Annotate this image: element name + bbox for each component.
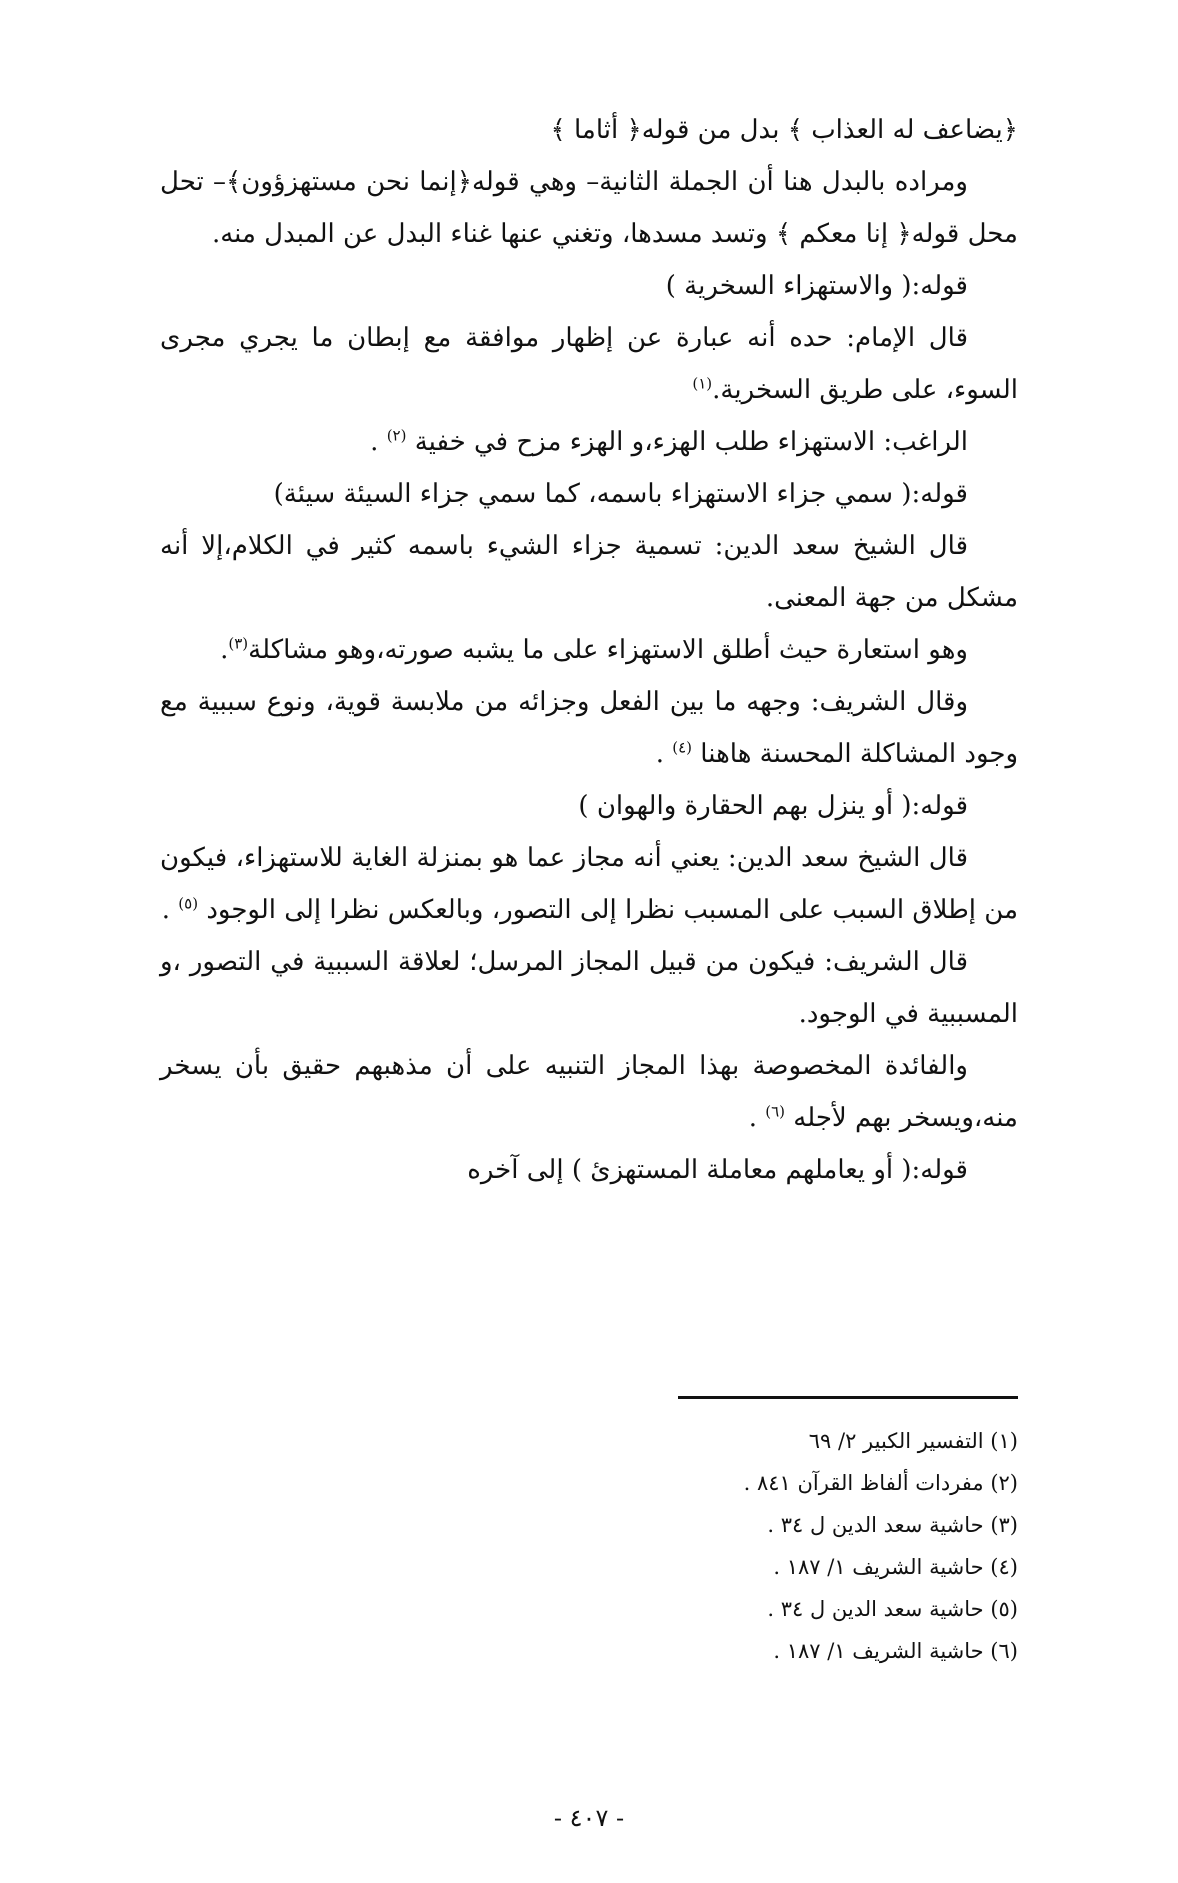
footnote-separator xyxy=(678,1396,1018,1399)
paragraph-imam: قال الإمام: حده أنه عبارة عن إظهار موافقة مع إبطان ما يجري مجرى السوء، على طريق السخرية.$^{(١)}$ xyxy=(160,323,1018,405)
heading-quote-haqara: قوله:( أو ينزل بهم الحقارة والهوان ) xyxy=(578,791,968,821)
footnote-ref-2: (٢) xyxy=(386,426,407,445)
footnote-3: (٣) حاشية سعد الدين ل ٣٤ . xyxy=(767,1513,1018,1537)
footnote-2: (٢) مفردات ألفاظ القرآن ٨٤١ . xyxy=(743,1471,1018,1495)
footnote-ref-1: (١) xyxy=(692,374,713,393)
paragraph-quran-verse: ﴿يضاعف له العذاب ﴾ بدل من قوله﴿ أثاما ﴾ xyxy=(550,115,1018,145)
paragraph-istiara: وهو استعارة حيث أطلق الاستهزاء على ما يشبه صورته،وهو مشاكلة$^{(٣)}$. xyxy=(220,634,968,665)
heading-quote-istihza: قوله:( والاستهزاء السخرية ) xyxy=(665,271,968,301)
paragraph-saad-2: قال الشيخ سعد الدين: يعني أنه مجاز عما هو بمنزلة الغاية للاستهزاء، فيكون من إطلاق السبب على المسبب نظرا إلى التصور، وبالعكس نظرا إلى الوجود $^{(٥)}$ . xyxy=(160,843,1018,925)
paragraph-sharif-2: قال الشريف: فيكون من قبيل المجاز المرسل؛ لعلاقة السببية في التصور ،و المسببية في الوجود. xyxy=(160,947,1018,1029)
footnote-ref-5: (٥) xyxy=(178,894,199,913)
footnote-1: (١) التفسير الكبير ٢/ ٦٩ xyxy=(808,1429,1018,1453)
paragraph-badal-meaning: ومراده بالبدل هنا أن الجملة الثانية– وهي قوله﴿إنما نحن مستهزؤون﴾– تحل محل قوله﴿ إنا معكم ﴾ وتسد مسدها، وتغني عنها غناء البدل عن المبدل منه. xyxy=(160,167,1018,249)
main-text xyxy=(160,104,1018,1196)
footnote-6: (٦) حاشية الشريف ١/ ١٨٧ . xyxy=(773,1639,1018,1663)
page-number: - ٤٠٧ - xyxy=(553,1804,625,1832)
footnote-ref-4: (٤) xyxy=(672,738,693,757)
footnote-ref-6: (٦) xyxy=(765,1102,785,1121)
heading-quote-jazaa: قوله:( سمي جزاء الاستهزاء باسمه، كما سمي جزاء السيئة سيئة) xyxy=(273,479,968,509)
footnote-ref-3: (٣) xyxy=(228,634,249,653)
footnote-4: (٤) حاشية الشريف ١/ ١٨٧ . xyxy=(773,1555,1018,1579)
paragraph-raghib: الراغب: الاستهزاء طلب الهزء،و الهزء مزح في خفية $^{(٢)}$ . xyxy=(370,426,968,457)
paragraph-faida: والفائدة المخصوصة بهذا المجاز التنبيه على أن مذهبهم حقيق بأن يسخر منه،ويسخر بهم لأجله $^{(٦)}$ . xyxy=(160,1051,1018,1133)
footnote-5: (٥) حاشية سعد الدين ل ٣٤ . xyxy=(767,1597,1018,1621)
paragraph-sharif-1: وقال الشريف: وجهه ما بين الفعل وجزائه من ملابسة قوية، ونوع سببية مع وجود المشاكلة المحسنة هاهنا $^{(٤)}$ . xyxy=(160,687,1018,769)
footnotes-list xyxy=(160,1420,1018,1672)
heading-quote-muamala: قوله:( أو يعاملهم معاملة المستهزئ ) إلى آخره xyxy=(467,1155,968,1185)
paragraph-saad-1: قال الشيخ سعد الدين: تسمية جزاء الشيء باسمه كثير في الكلام،إلا أنه مشكل من جهة المعنى. xyxy=(160,531,1018,613)
